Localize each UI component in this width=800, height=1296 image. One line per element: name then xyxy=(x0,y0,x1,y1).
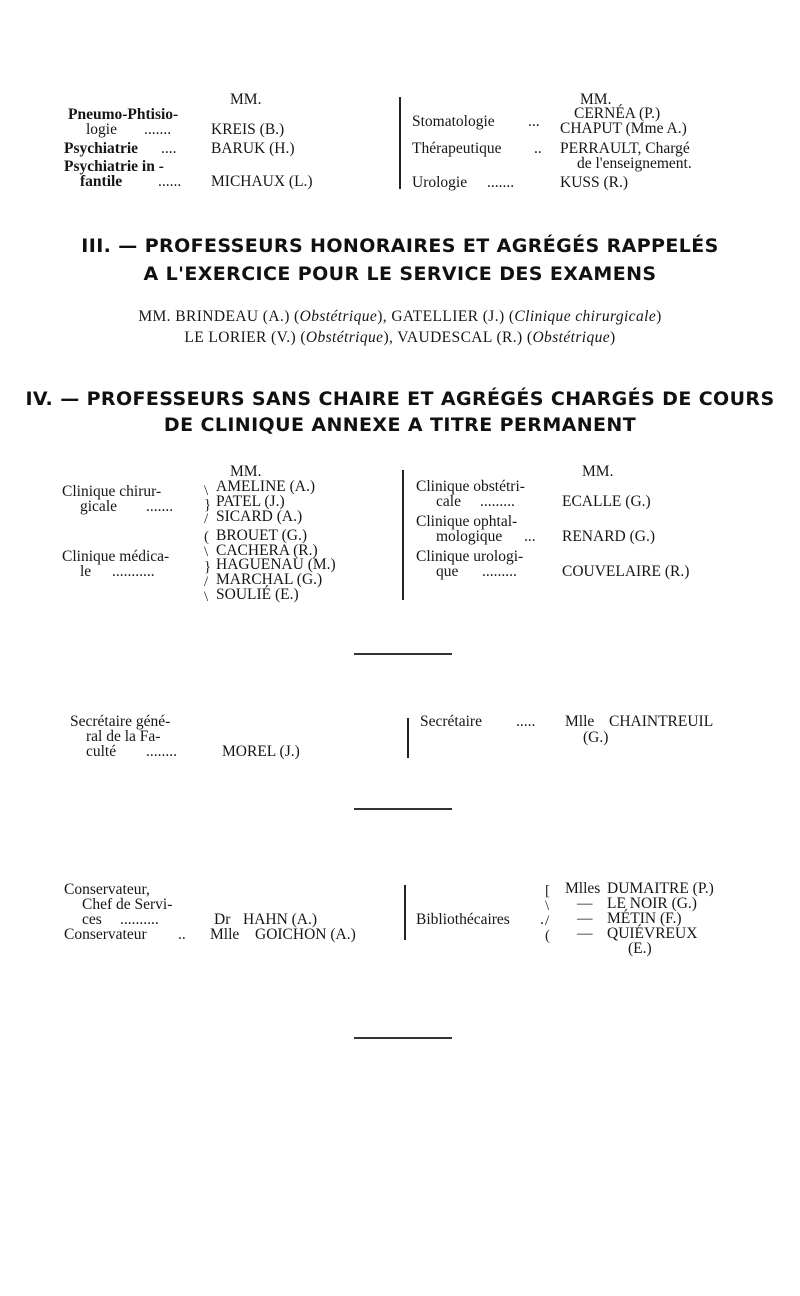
section-rule xyxy=(354,1037,452,1039)
leader-dots: ... xyxy=(528,113,540,130)
section-heading: DE CLINIQUE ANNEXE A TITRE PERMANENT xyxy=(163,414,637,436)
professor-name: PATEL (J.) xyxy=(216,493,285,510)
professor-name: CERNÉA (P.) xyxy=(574,105,661,122)
discipline-label: Psychiatrie xyxy=(64,140,139,157)
professor-name: RENARD (G.) xyxy=(562,528,655,545)
role-label: Bibliothécaires xyxy=(416,911,510,928)
staff-name: (E.) xyxy=(628,940,652,957)
professor-name: CACHERA (R.) xyxy=(216,542,318,559)
discipline-label: cale xyxy=(436,493,461,510)
role-label: ral de la Fa- xyxy=(86,728,161,745)
discipline-label: Urologie xyxy=(412,174,468,191)
column-divider xyxy=(404,885,406,940)
honorary-list-line: MM. BRINDEAU (A.) (Obstétrique), GATELLIER (J.) (Clinique chirurgicale) xyxy=(138,308,662,325)
discipline-label: mologique xyxy=(436,528,503,545)
professor-name: HAGUENAU (M.) xyxy=(216,556,336,573)
discipline-label: Clinique obstétri- xyxy=(416,478,525,495)
discipline-label: fantile xyxy=(80,173,123,190)
discipline-label: que xyxy=(436,563,459,580)
dash-prefix: — xyxy=(577,925,593,942)
leader-dots: ... xyxy=(524,528,536,545)
staff-name: LE NOIR (G.) xyxy=(607,895,697,912)
professor-name: BROUET (G.) xyxy=(216,527,307,544)
professor-name: AMELINE (A.) xyxy=(216,478,316,495)
professor-name: MARCHAL (G.) xyxy=(216,571,323,588)
mm-label: MM. xyxy=(230,463,262,480)
brace-glyph: ( \ } / \ xyxy=(204,529,212,605)
discipline-label: Thérapeutique xyxy=(412,140,502,157)
role-label: Conservateur xyxy=(64,926,147,943)
honorific: Mlle xyxy=(210,926,240,943)
leader-dots: ........ xyxy=(146,743,177,760)
leader-dots: . xyxy=(540,911,544,928)
honorific: Mlle xyxy=(565,713,595,730)
honorary-list-line: LE LORIER (V.) (Obstétrique), VAUDESCAL (R.) (Obstétrique) xyxy=(184,329,616,346)
mm-label: MM. xyxy=(230,91,262,108)
section-heading: III. — PROFESSEURS HONORAIRES ET AGRÉGÉS RAPPELÉS xyxy=(81,235,719,257)
honorific: Dr xyxy=(214,911,231,928)
staff-name: MOREL (J.) xyxy=(222,743,300,760)
honorific: Mlles xyxy=(565,880,601,897)
staff-name: HAHN (A.) xyxy=(243,911,318,928)
leader-dots: ........... xyxy=(112,563,155,580)
discipline-label: gicale xyxy=(80,498,118,515)
role-label: Chef de Servi- xyxy=(82,896,173,913)
leader-dots: ......... xyxy=(480,493,515,510)
section-heading: A L'EXERCICE POUR LE SERVICE DES EXAMENS xyxy=(143,263,657,285)
role-label: culté xyxy=(86,743,117,760)
discipline-label: Clinique ophtal- xyxy=(416,513,518,530)
leader-dots: ....... xyxy=(146,498,174,515)
column-divider xyxy=(399,97,401,189)
professor-name: PERRAULT, Chargé xyxy=(560,140,690,157)
mm-label: MM. xyxy=(582,463,614,480)
staff-name: CHAINTREUIL xyxy=(609,713,714,730)
professor-name: ECALLE (G.) xyxy=(562,493,651,510)
leader-dots: .... xyxy=(161,140,177,157)
role-label: Secrétaire géné- xyxy=(70,713,171,730)
leader-dots: .. xyxy=(534,140,542,157)
discipline-label: le xyxy=(80,563,92,580)
discipline-label: Clinique médica- xyxy=(62,548,170,565)
brace-glyph: [ \ / ( xyxy=(545,883,550,944)
discipline-label: Psychiatrie in - xyxy=(64,158,164,175)
brace-glyph: \ } / xyxy=(204,483,212,527)
professor-name: SICARD (A.) xyxy=(216,508,303,525)
staff-name: (G.) xyxy=(583,729,609,746)
discipline-label: Clinique chirur- xyxy=(62,483,162,500)
leader-dots: ....... xyxy=(144,121,172,138)
discipline-label: logie xyxy=(86,121,117,138)
section-rule xyxy=(354,808,452,810)
leader-dots: ..... xyxy=(516,713,536,730)
column-divider xyxy=(402,470,404,600)
mm-label: MM. xyxy=(580,91,612,108)
professor-name: MICHAUX (L.) xyxy=(211,173,313,190)
staff-name: DUMAITRE (P.) xyxy=(607,880,714,897)
leader-dots: .. xyxy=(178,926,186,943)
professor-name: SOULIÉ (E.) xyxy=(216,586,299,603)
role-label: Conservateur, xyxy=(64,881,150,898)
professor-name: KREIS (B.) xyxy=(211,121,285,138)
professor-name: COUVELAIRE (R.) xyxy=(562,563,690,580)
dash-prefix: — xyxy=(577,910,593,927)
leader-dots: ...... xyxy=(158,173,182,190)
staff-name: GOICHON (A.) xyxy=(255,926,356,943)
staff-name: MÉTIN (F.) xyxy=(607,910,682,927)
discipline-label: Stomatologie xyxy=(412,113,495,130)
dash-prefix: — xyxy=(577,895,593,912)
role-label: ces xyxy=(82,911,102,928)
section-heading: IV. — PROFESSEURS SANS CHAIRE ET AGRÉGÉS CHARGÉS DE COURS xyxy=(25,388,775,410)
role-label: Secrétaire xyxy=(420,713,482,730)
staff-name: QUIÉVREUX xyxy=(607,925,698,942)
professor-name: KUSS (R.) xyxy=(560,174,629,191)
discipline-label: Pneumo-Phtisio- xyxy=(68,106,179,123)
section-rule xyxy=(354,653,452,655)
professor-note: de l'enseignement. xyxy=(577,155,692,172)
discipline-label: Clinique urologi- xyxy=(416,548,524,565)
column-divider xyxy=(407,718,409,758)
professor-name: CHAPUT (Mme A.) xyxy=(560,120,687,137)
leader-dots: ......... xyxy=(482,563,517,580)
leader-dots: .......... xyxy=(120,911,159,928)
professor-name: BARUK (H.) xyxy=(211,140,295,157)
leader-dots: ....... xyxy=(487,174,515,191)
